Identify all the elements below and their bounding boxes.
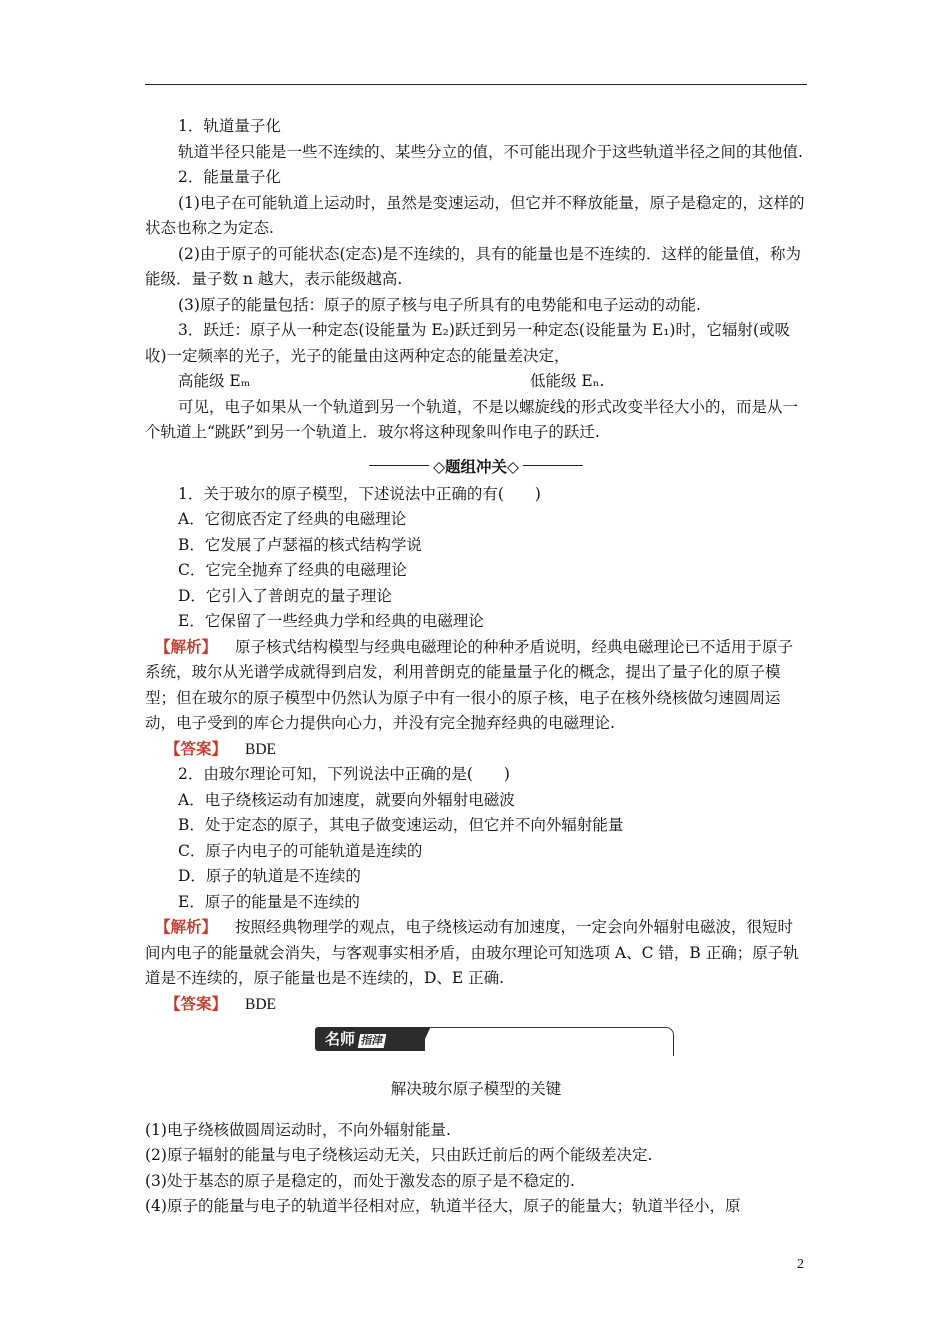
tip-item: (1)电子绕核做圆周运动时，不向外辐射能量. (145, 1120, 451, 1139)
question-2-answer (145, 992, 807, 1018)
question-2-stem: 2．由玻尔理论可知，下列说法中正确的是( ) (178, 765, 510, 783)
answer-value: BDE (245, 995, 277, 1013)
tip-title: 解决玻尔原子模型的关键 (390, 1079, 562, 1098)
question-1-analysis (145, 635, 807, 737)
question-1-option: B．它发展了卢瑟福的核式结构学说 (178, 535, 422, 554)
page-number: 2 (797, 1257, 804, 1272)
high-energy-level: 高能级 Eₘ (178, 372, 251, 390)
banner-frame (415, 1027, 674, 1056)
answer-value: BDE (245, 740, 277, 758)
question-2-option: D．原子的轨道是不连续的 (178, 867, 361, 885)
badge-main-text: 名师 (325, 1030, 356, 1048)
tip-item: (2)原子辐射的能量与电子绕核运动无关，只由跃迁前后的两个能级差决定. (145, 1146, 653, 1164)
teacher-tip-banner (145, 1021, 807, 1061)
question-2-analysis (145, 915, 807, 992)
question-2-option: C．原子内电子的可能轨道是连续的 (178, 841, 423, 860)
heading-orbit-quantization: 1．轨道量子化 (178, 117, 281, 135)
answer-tag: 【答案】 (165, 739, 228, 758)
question-1-option: E．它保留了一些经典力学和经典的电磁理论 (178, 612, 484, 630)
section-header-line-right (523, 465, 583, 466)
question-2-option: A．电子绕核运动有加速度，就要向外辐射电磁波 (178, 790, 515, 809)
question-1-stem: 1．关于玻尔的原子模型，下述说法中正确的有( ) (178, 484, 541, 503)
page-content (145, 114, 807, 1220)
paragraph-jump: 可见，电子如果从一个轨道到另一个轨道，不是以螺旋线的形式改变半径大小的，而是从一个轨道上“跳跃”到另一个轨道上．玻尔将这种现象叫作电子的跃迁. (145, 397, 799, 441)
low-energy-level: 低能级 Eₙ. (530, 372, 605, 390)
question-2-option: B．处于定态的原子，其电子做变速运动，但它并不向外辐射能量 (178, 816, 624, 834)
energy-level-row (145, 369, 807, 395)
section-header (145, 452, 807, 480)
tip-item: (3)处于基态的原子是稳定的，而处于激发态的原子是不稳定的. (145, 1171, 575, 1190)
paragraph-orbit: 轨道半径只能是一些不连续的、某些分立的值，不可能出现介于这些轨道半径之间的其他值. (178, 142, 803, 161)
section-title: ◇题组冲关◇ (433, 457, 519, 476)
question-2-option: E．原子的能量是不连续的 (178, 892, 360, 911)
section-header-line-left (369, 465, 429, 466)
analysis-tag: 【解析】 (155, 637, 218, 656)
question-1-answer (145, 737, 807, 763)
badge-sub-text: 指津 (358, 1034, 386, 1048)
paragraph-transition: 3．跃迁：原子从一种定态(设能量为 E₂)跃迁到另一种定态(设能量为 E₁)时，它辐射(或吸收)一定频率的光子，光子的能量由这两种定态的能量差决定， (145, 321, 791, 365)
question-1-option: C．它完全抛弃了经典的电磁理论 (178, 561, 407, 579)
analysis-tag: 【解析】 (155, 918, 218, 936)
paragraph-energy-1: (1)电子在可能轨道上运动时，虽然是变速运动，但它并不释放能量，原子是稳定的，这样的状态也称之为定态. (145, 193, 805, 237)
answer-tag: 【答案】 (165, 994, 228, 1013)
tip-item: (4)原子的能量与电子的轨道半径相对应，轨道半径大，原子的能量大；轨道半径小，原 (145, 1197, 741, 1215)
paragraph-energy-3: (3)原子的能量包括：原子的原子核与电子所具有的电势能和电子运动的动能. (178, 295, 701, 314)
analysis-text: 原子核式结构模型与经典电磁理论的种种矛盾说明，经典电磁理论已不适用于原子系统，玻尔从光谱学成就得到启发，利用普朗克的能量量子化的概念，提出了量子化的原子模型；但在玻尔的原子模型中仍然认为原子中有一很小的原子核，电子在核外绕核做匀速圆周运动，电子受到的库仑力提供向心力，并没有完全抛弃经典的电磁理论. (145, 637, 794, 732)
heading-energy-quantization: 2．能量量子化 (178, 168, 281, 186)
question-1-option: A．它彻底否定了经典的电磁理论 (178, 510, 407, 528)
header-rule (145, 84, 807, 85)
analysis-text: 按照经典物理学的观点，电子绕核运动有加速度，一定会向外辐射电磁波，很短时间内电子的能量就会消失，与客观事实相矛盾，由玻尔理论可知选项 A、C 错，B 正确；原子轨道是不连续的，原子能量也是不连续的，D、E 正确. (145, 918, 799, 987)
question-1-option: D．它引入了普朗克的量子理论 (178, 586, 392, 605)
paragraph-energy-2: (2)由于原子的可能状态(定态)是不连续的，具有的能量也是不连续的．这样的能量值，称为能级．量子数 n 越大，表示能级越高. (145, 244, 802, 288)
banner-badge (315, 1027, 425, 1051)
